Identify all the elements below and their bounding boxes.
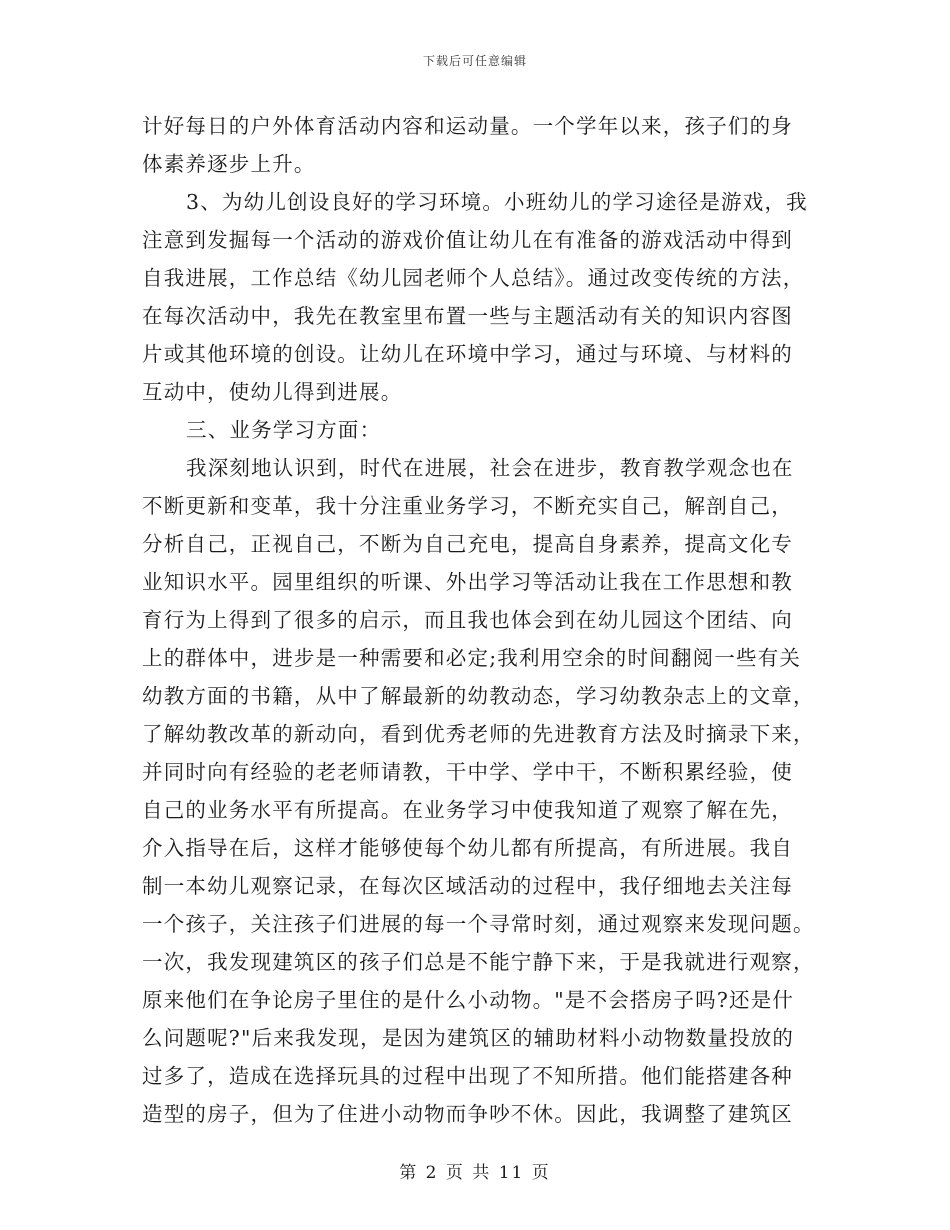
text-line: 制一本幼儿观察记录，在每次区域活动的过程中，我仔细地去关注每 [142,874,793,898]
text-line: 自己的业务水平有所提高。在业务学习中使我知道了观察了解在先， [142,798,793,822]
paragraph-start-line: 3、为幼儿创设良好的学习环境。小班幼儿的学习途径是游戏，我 [186,190,808,214]
text-line: 自我进展，工作总结《幼儿园老师个人总结》。通过改变传统的方法， [142,266,805,290]
text-line: 分析自己，正视自己，不断为自己充电，提高自身素养，提高文化专 [142,532,793,556]
text-line: 在每次活动中，我先在教室里布置一些与主题活动有关的知识内容图 [142,304,793,328]
text-line: 一个孩子，关注孩子们进展的每一个寻常时刻，通过观察来发现问题。 [142,912,815,936]
text-line: 一次，我发现建筑区的孩子们总是不能宁静下来，于是我就进行观察， [142,950,815,974]
text-line: 上的群体中，进步是一种需要和必定;我利用空余的时间翻阅一些有关 [142,646,802,670]
text-line: 互动中，使幼儿得到进展。 [142,380,403,404]
page-number: 第 2 页 共 11 页 [399,1163,551,1183]
section-heading: 三、业务学习方面： [186,418,382,442]
text-line: 原来他们在争论房子里住的是什么小动物。"是不会搭房子吗?还是什 [142,988,795,1012]
page-header-note: 下载后可任意编辑 [422,54,527,68]
text-line: 幼教方面的书籍，从中了解最新的幼教动态，学习幼教杂志上的文章， [142,684,815,708]
text-line: 体素养逐步上升。 [142,152,316,176]
paragraph-start-line: 我深刻地认识到，时代在进展，社会在进步，教育教学观念也在 [186,456,794,480]
text-line: 了解幼教改革的新动向，看到优秀老师的先进教育方法及时摘录下来， [142,722,815,746]
text-line: 介入指导在后，这样才能够使每个幼儿都有所提高，有所进展。我自 [142,836,793,860]
text-line: 并同时向有经验的老老师请教，干中学、学中干，不断积累经验，使 [142,760,793,784]
text-line: 过多了，造成在选择玩具的过程中出现了不知所措。他们能搭建各种 [142,1064,793,1088]
text-line: 造型的房子，但为了住进小动物而争吵不休。因此，我调整了建筑区 [142,1102,793,1126]
document-body [142,107,822,1133]
text-line: 么问题呢?"后来我发现，是因为建筑区的辅助材料小动物数量投放的 [142,1026,795,1050]
text-line: 计好每日的户外体育活动内容和运动量。一个学年以来，孩子们的身 [142,114,793,138]
text-line: 业知识水平。园里组织的听课、外出学习等活动让我在工作思想和教 [142,570,793,594]
text-line: 注意到发掘每一个活动的游戏价值让幼儿在有准备的游戏活动中得到 [142,228,793,252]
text-line: 片或其他环境的创设。让幼儿在环境中学习，通过与环境、与材料的 [142,342,793,366]
text-line: 育行为上得到了很多的启示，而且我也体会到在幼儿园这个团结、向 [142,608,793,632]
text-line: 不断更新和变革，我十分注重业务学习，不断充实自己，解剖自己， [142,494,793,518]
